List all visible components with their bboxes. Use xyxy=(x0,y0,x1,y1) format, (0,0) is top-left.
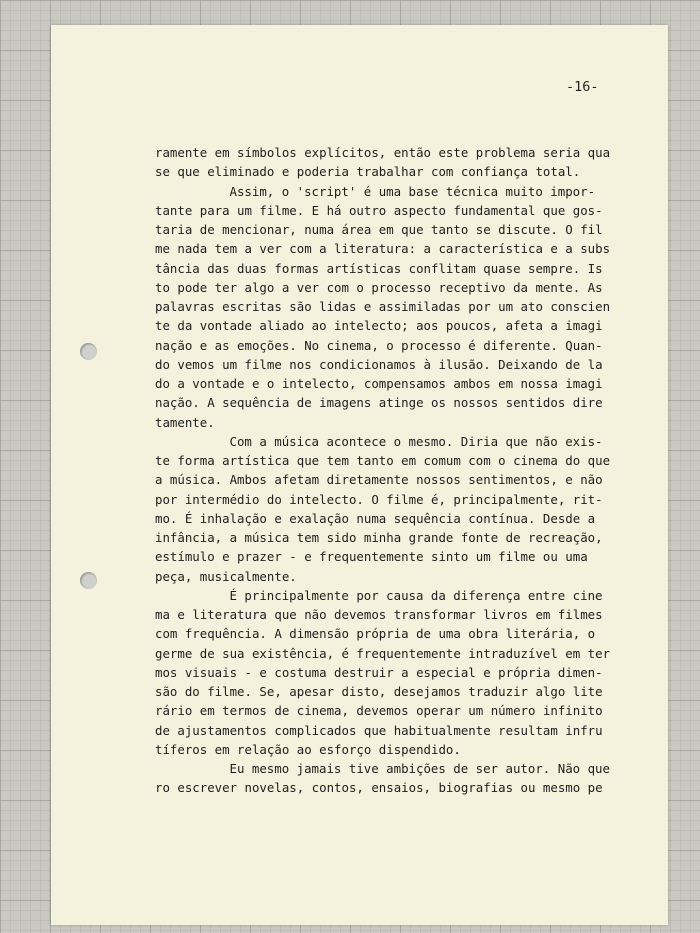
text-line: estímulo e prazer - e frequentemente sinto um filme ou uma xyxy=(155,549,588,565)
text-line: ma e literatura que não devemos transformar livros em filmes xyxy=(155,607,603,622)
text-line: mo. É inhalação e exalação numa sequência contínua. Desde a xyxy=(155,510,596,526)
text-line: Assim, o 'script' é uma base técnica muito impor- xyxy=(229,183,596,199)
text-line: tíferos em relação ao esforço dispendido. xyxy=(155,741,461,757)
text-line: do a vontade e o intelecto, compensamos ambos em nossa imagi xyxy=(155,376,603,391)
text-line: nação. A sequência de imagens atinge os nossos sentidos dire xyxy=(155,395,603,411)
text-line: do vemos um filme nos condicionamos à ilusão. Deixando de la xyxy=(155,356,603,372)
text-line: a música. Ambos afetam diretamente nossos sentimentos, e não xyxy=(155,472,603,488)
text-line: infância, a música tem sido minha grande fonte de recreação, xyxy=(155,530,603,545)
text-line: germe de sua existência, é frequentemente intraduzível em ter xyxy=(155,645,611,661)
text-line: É principalmente por causa da diferença entre cine xyxy=(229,587,603,603)
text-line: tante para um filme. E há outro aspecto fundamental que gos- xyxy=(155,202,603,218)
text-line: Com a música acontece o mesmo. Diria que não exis- xyxy=(229,433,603,449)
text-line: palavras escritas são lidas e assimiladas por um ato conscien xyxy=(155,299,611,314)
text-line: rário em termos de cinema, devemos operar um número infinito xyxy=(155,703,603,719)
document-page xyxy=(51,25,668,925)
text-line: se que eliminado e poderia trabalhar com confiança total. xyxy=(155,164,581,180)
binder-hole xyxy=(80,343,97,360)
text-line: peça, musicalmente. xyxy=(155,568,297,584)
text-line: nação e as emoções. No cinema, o processo é diferente. Quan- xyxy=(155,337,603,353)
text-line: Eu mesmo jamais tive ambições de ser autor. Não que xyxy=(229,761,610,776)
text-line: to pode ter algo a ver com o processo receptivo da mente. As xyxy=(155,279,603,295)
typewritten-body xyxy=(155,143,625,798)
text-line: tamente. xyxy=(155,414,215,430)
text-line: taria de mencionar, numa área em que tanto se discute. O fil xyxy=(155,222,603,237)
text-line: com frequência. A dimensão própria de uma obra literária, o xyxy=(155,626,596,642)
text-line: te forma artística que tem tanto em comum com o cinema do que xyxy=(155,453,611,468)
text-line: ro escrever novelas, contos, ensaios, biografias ou mesmo pe xyxy=(155,780,603,796)
text-line: ramente em símbolos explícitos, então este problema seria qua xyxy=(155,145,611,160)
text-line: mos visuais - e costuma destruir a especial e própria dimen- xyxy=(155,664,603,680)
text-line: me nada tem a ver com a literatura: a característica e a subs xyxy=(155,241,611,257)
binder-hole xyxy=(80,572,97,589)
text-line: de ajustamentos complicados que habitualmente resultam infru xyxy=(155,722,603,738)
text-line: te da vontade aliado ao intelecto; aos poucos, afeta a imagi xyxy=(155,318,603,334)
page-number: -16- xyxy=(566,79,599,95)
text-line: por intermédio do intelecto. O filme é, principalmente, rit- xyxy=(155,491,603,507)
text-line: são do filme. Se, apesar disto, desejamos traduzir algo lite xyxy=(155,684,603,699)
text-line: tância das duas formas artísticas conflitam quase sempre. Is xyxy=(155,260,603,276)
